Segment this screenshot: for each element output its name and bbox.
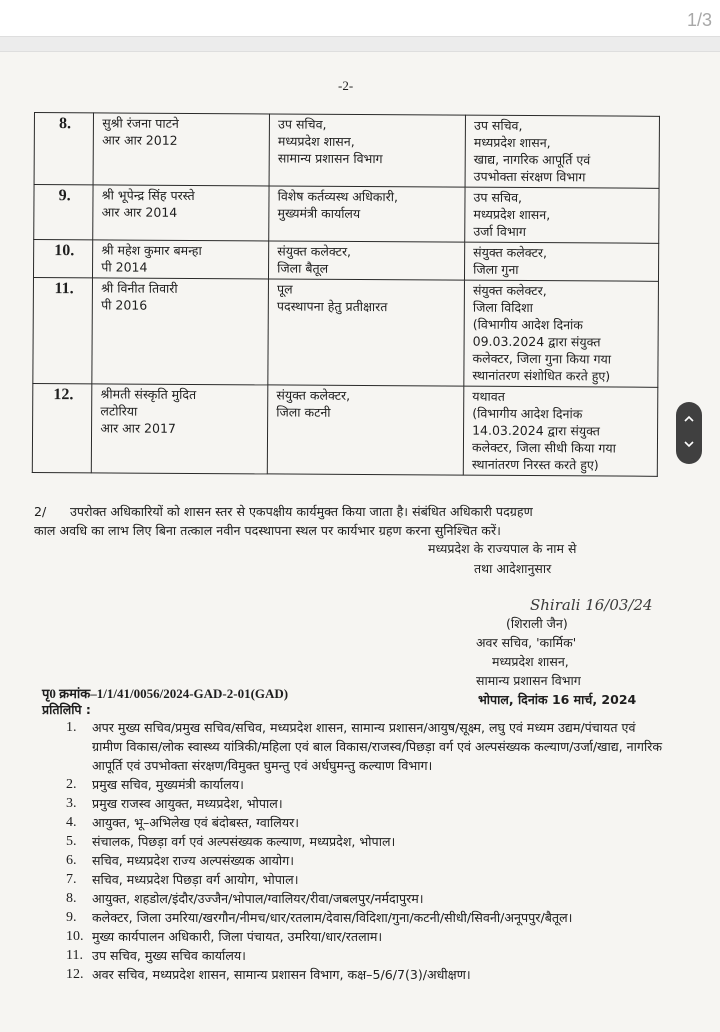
new-posting-cell-line: उर्जा विभाग — [473, 223, 526, 240]
current-posting-cell-line: पदस्थापना हेतु प्रतीक्षारत — [276, 298, 388, 315]
serial-number: 9. — [34, 185, 94, 240]
current-posting-cell — [268, 279, 465, 386]
list-item-number: 3. — [66, 796, 77, 811]
new-posting-cell — [465, 115, 659, 188]
current-posting-cell — [269, 114, 465, 187]
officer-name-cell-line: श्री विनीत तिवारी — [101, 280, 178, 296]
place-date: भोपाल, दिनांक 16 मार्च, 2024 — [478, 692, 637, 707]
signing-officer — [476, 614, 676, 709]
list-item-number: 10. — [66, 929, 84, 944]
new-posting-cell-line: (विभागीय आदेश दिनांक — [472, 405, 583, 422]
officer-name-cell-line: लटोरिया — [100, 403, 138, 419]
list-item-number: 2. — [66, 777, 77, 792]
officer-name: (शिराली जैन) — [506, 616, 568, 631]
new-posting-cell-line: कलेक्टर, जिला सीधी किया गया — [471, 439, 616, 456]
paragraph-2 — [34, 502, 664, 540]
list-item — [66, 851, 666, 870]
list-item-text: सचिव, मध्यप्रदेश राज्य अल्पसंख्यक आयोग। — [92, 853, 295, 868]
viewer-top-bar — [0, 0, 720, 36]
transfer-table — [32, 112, 660, 477]
new-posting-cell-line: खाद्य, नागरिक आपूर्ति एवं — [473, 151, 591, 168]
page-counter: 1/3 — [686, 10, 712, 30]
list-item-text: प्रमुख राजस्व आयुक्त, मध्यप्रदेश, भोपाल। — [92, 796, 283, 811]
new-posting-cell-line: संयुक्त कलेक्टर, — [472, 282, 547, 299]
list-item — [66, 889, 666, 908]
paragraph-number: 2/ — [34, 504, 47, 519]
current-posting-cell-line: उप सचिव, — [278, 116, 327, 132]
list-item — [66, 832, 666, 851]
list-item — [66, 908, 666, 927]
list-item-number: 4. — [66, 815, 77, 830]
new-posting-cell-line: उप सचिव, — [473, 117, 523, 133]
current-posting-cell — [267, 385, 463, 475]
new-posting-cell-line: 14.03.2024 द्वारा संयुक्त — [472, 422, 600, 439]
page-number: -2- — [338, 78, 354, 93]
officer-name-cell — [92, 384, 268, 474]
current-posting-cell-line: संयुक्त कलेक्टर, — [276, 387, 351, 403]
list-item-text: संचालक, पिछड़ा वर्ग एवं अल्पसंख्यक कल्याण, मध्यप्रदेश, भोपाल। — [92, 834, 396, 849]
table-row — [32, 383, 658, 476]
list-item — [66, 813, 666, 832]
new-posting-cell-line: जिला विदिशा — [472, 299, 533, 316]
table-row — [34, 185, 659, 244]
list-item — [66, 794, 666, 813]
current-posting-cell-line: सामान्य प्रशासन विभाग — [277, 150, 383, 167]
list-item-text: आयुक्त, भू–अभिलेख एवं बंदोबस्त, ग्वालियर। — [92, 815, 300, 830]
new-posting-cell-line: मध्यप्रदेश शासन, — [473, 134, 551, 151]
list-item-text: सचिव, मध्यप्रदेश पिछड़ा वर्ग आयोग, भोपाल। — [92, 872, 299, 887]
copy-to-label: प्रतिलिपि : — [42, 702, 91, 717]
officer-name-cell — [92, 278, 268, 385]
officer-name-cell-line: आर आर 2017 — [100, 420, 176, 436]
serial-number: 8. — [34, 113, 94, 185]
copy-to-list — [66, 718, 666, 984]
list-item-text: अवर सचिव, मध्यप्रदेश शासन, सामान्य प्रशासन विभाग, कक्ष–5/6/7(3)/अधीक्षण। — [92, 967, 471, 982]
table-row — [34, 113, 659, 189]
officer-name-cell-line: पी 2016 — [101, 297, 148, 313]
current-posting-cell — [269, 241, 465, 280]
list-item — [66, 965, 666, 984]
list-item-text: कलेक्टर, जिला उमरिया/खरगौन/नीमच/धार/रतलाम/देवास/विदिशा/गुना/कटनी/सीधी/सिवनी/अनूपपुर/बैतूल। — [92, 910, 573, 925]
current-posting-cell-line: विशेष कर्तव्यस्थ अधिकारी, — [277, 188, 399, 205]
new-posting-cell-line: जिला गुना — [473, 261, 519, 277]
officer-department: सामान्य प्रशासन विभाग — [476, 673, 581, 688]
viewer-divider — [0, 36, 720, 52]
page-scroll-control[interactable] — [676, 402, 702, 464]
new-posting-cell — [465, 242, 659, 281]
paragraph-line-1: उपरोक्त अधिकारियों को शासन स्तर से एकपक्षीय कार्यमुक्त किया जाता है। संबंधित अधिकारी पदग्रहण — [70, 504, 533, 519]
officer-name-cell-line: सुश्री रंजना पाटने — [102, 115, 179, 131]
list-item-number: 11. — [66, 948, 83, 963]
chevron-up-icon[interactable] — [676, 408, 702, 432]
officer-government: मध्यप्रदेश शासन, — [492, 654, 569, 669]
table-row — [33, 240, 658, 282]
order-line-2: तथा आदेशानुसार — [474, 561, 552, 576]
list-item-number: 6. — [66, 853, 77, 868]
paragraph-line-2: काल अवधि का लाभ लिए बिना तत्काल नवीन पदस्थापना स्थल पर कार्यभार ग्रहण करना सुनिश्चित करें। — [34, 523, 501, 538]
list-item — [66, 718, 666, 775]
serial-number: 10. — [33, 240, 93, 278]
new-posting-cell — [463, 386, 657, 476]
list-item-text: मुख्य कार्यपालन अधिकारी, जिला पंचायत, उमरिया/धार/रतलाम। — [92, 929, 383, 944]
list-item — [66, 946, 666, 965]
officer-name-cell-line: पी 2014 — [101, 259, 148, 275]
handwritten-signature: Shirali 16/03/24 — [530, 596, 653, 614]
list-item-text: प्रमुख सचिव, मुख्यमंत्री कार्यालय। — [92, 777, 244, 792]
table-row — [33, 277, 659, 387]
officer-name-cell — [93, 113, 269, 186]
order-line-1: मध्यप्रदेश के राज्यपाल के नाम से — [428, 541, 577, 556]
officer-name-cell-line: श्री भूपेन्द्र सिंह परस्ते — [101, 187, 195, 203]
new-posting-cell-line: स्थानांतरण निरस्त करते हुए) — [471, 456, 599, 473]
new-posting-cell-line: स्थानांतरण संशोधित करते हुए) — [472, 367, 611, 384]
officer-name-cell-line: श्रीमती संस्कृति मुदित — [100, 386, 197, 402]
list-item-number: 12. — [66, 967, 84, 982]
list-item-number: 5. — [66, 834, 77, 849]
list-item-number: 1. — [66, 720, 77, 735]
officer-name-cell-line: श्री महेश कुमार बमन्हा — [101, 242, 202, 259]
current-posting-cell-line: जिला कटनी — [276, 404, 331, 420]
current-posting-cell-line: मुख्यमंत्री कार्यालय — [277, 205, 361, 221]
officer-name-cell-line: आर आर 2014 — [101, 204, 178, 220]
serial-number: 11. — [33, 277, 93, 383]
officer-name-cell — [93, 240, 269, 279]
officer-designation: अवर सचिव, 'कार्मिक' — [476, 635, 577, 650]
new-posting-cell — [464, 280, 659, 387]
new-posting-cell-line: मध्यप्रदेश शासन, — [473, 206, 551, 223]
new-posting-cell-line: उपभोक्ता संरक्षण विभाग — [473, 168, 586, 185]
list-item-text: अपर मुख्य सचिव/प्रमुख सचिव/सचिव, मध्यप्रदेश शासन, सामान्य प्रशासन/आयुष/सूक्ष्म, लघु एवं मध्यम उद्यम/पंचायत एवं ग्रामीण विकास/लोक स्वास्थ्य यांत्रिकी/महिला एवं बाल विकास/राजस्व/पिछड़ा वर्ग एवं अल्पसंख्यक कल्याण/उर्जा/खाद्य, नागरिक आपूर्ति एवं उपभोक्ता संरक्षण/विमुक्त घुमन्तु एवं अर्धघुमन्तु कल्याण विभाग। — [92, 720, 663, 773]
list-item-number: 7. — [66, 872, 77, 887]
serial-number: 12. — [32, 383, 92, 472]
new-posting-cell-line: संयुक्त कलेक्टर, — [473, 244, 548, 261]
list-item — [66, 927, 666, 946]
officer-name-cell-line: आर आर 2012 — [102, 132, 178, 148]
current-posting-cell — [269, 186, 465, 242]
list-item-number: 9. — [66, 910, 77, 925]
list-item — [66, 870, 666, 889]
new-posting-cell-line: 09.03.2024 द्वारा संयुक्त — [472, 333, 601, 350]
list-item-number: 8. — [66, 891, 77, 906]
new-posting-cell-line: उप सचिव, — [473, 189, 523, 205]
current-posting-cell-line: पूल — [277, 281, 293, 297]
list-item — [66, 775, 666, 794]
new-posting-cell-line: (विभागीय आदेश दिनांक — [472, 316, 583, 333]
current-posting-cell-line: मध्यप्रदेश शासन, — [277, 133, 355, 149]
new-posting-cell — [465, 187, 659, 243]
current-posting-cell-line: संयुक्त कलेक्टर, — [277, 243, 352, 259]
new-posting-cell-line: यथावत — [472, 388, 505, 404]
officer-name-cell — [93, 185, 269, 241]
list-item-text: उप सचिव, मुख्य सचिव कार्यालय। — [92, 948, 246, 963]
chevron-down-icon[interactable] — [676, 434, 702, 458]
list-item-text: आयुक्त, शहडोल/इंदौर/उज्जैन/भोपाल/ग्वालियर/रीवा/जबलपुर/नर्मदापुरम। — [92, 891, 424, 906]
reference-number: पृ0 क्रमांक–1/1/41/0056/2024-GAD-2-01(GAD) — [42, 686, 289, 701]
new-posting-cell-line: कलेक्टर, जिला गुना किया गया — [472, 350, 612, 367]
current-posting-cell-line: जिला बैतूल — [277, 260, 329, 276]
